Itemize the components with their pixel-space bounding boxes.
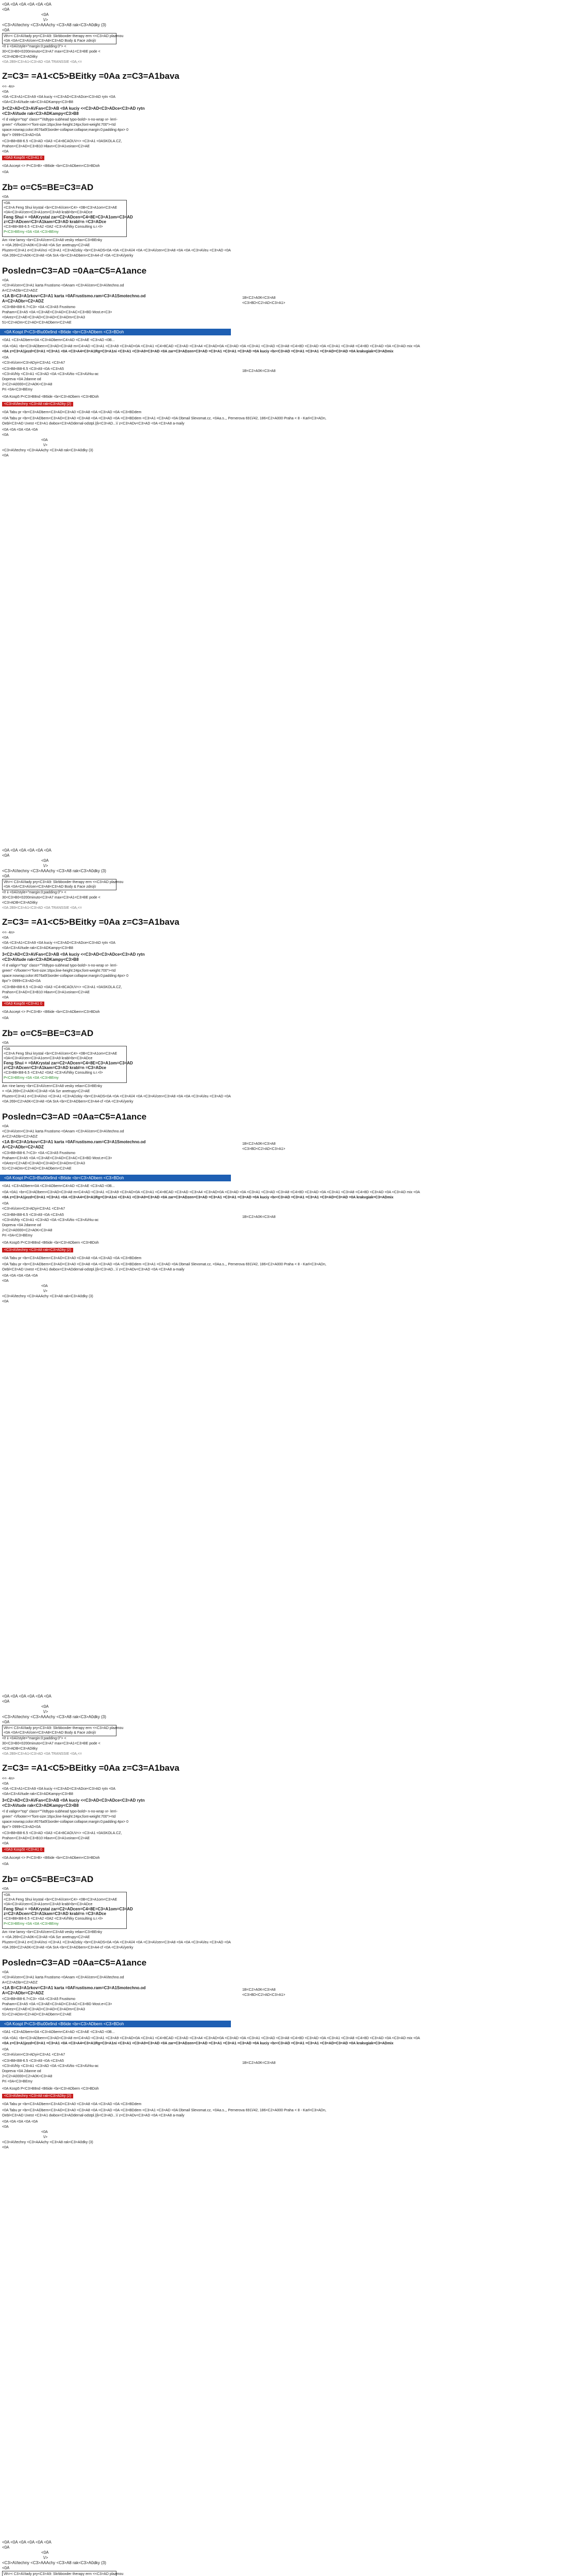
text-line: <C3>B8<B8-6.5 <C3>A2 <0A2 <C3>A\/hlky Consulting s.r.<l> (4, 1071, 103, 1075)
content-block (0, 2538, 569, 2576)
text-line: <0A (2, 2566, 10, 2570)
text-line: <0A (2, 2545, 10, 2550)
text-line: <l! ii <0A\/style="margin:0;padding:0"> < (2, 1737, 66, 1740)
link-title[interactable]: <1A B=C3=A1rkov=C3=A1 karta =0AFrustismo.ram=C3=A1Smotechno.od (2, 1986, 146, 1990)
text-line: <C3>A\/techny <C3>AAAchy <C3>A8 rak<C3>A0dky (3) (2, 449, 93, 452)
text-line: <l d valign="top" class=""\/tdtypo-subhead typo-bold> n-no-wrap vr- lerri- (2, 1810, 118, 1814)
text-line: A<C2>ADbr<C2>ADZ (2, 1981, 38, 1985)
text-line: <C3>ADB<C3>ADitky (2, 901, 38, 905)
text-line: <0A (41, 12, 49, 17)
text-line: <0A (4, 201, 10, 205)
text-line: <C3>A\/cen<C3>A1 karta Frustismo <0Anam <C3>A\/cen<C3>A\/techno.od (2, 284, 124, 287)
text-line: <0A (2, 150, 9, 154)
red-label-bar: <C3>A\/techny <C3>A8 rak<C3>ADky (2) (2, 2094, 73, 2098)
text-line: <0A (2, 1041, 9, 1045)
text-line: <<- 4n> (2, 931, 15, 935)
text-line: <0A <0A1 <br<C3>ADbern<C3>AD<C3>A8 m<C4>AD <C3>A1 <C3>A9 <C3>AD<0A <C3>A1 <C4>8CAD <C3>AD <C3>A4 <C3>AD<0A <C3>AD <0A <C3>A1 <C3>AD <C3>A8 <C4>8D <C3>AD <0A <C3>A1 <C3>A8 <C4>8D <C3>AD <0A <C3>AD mix <0A (2, 1191, 420, 1194)
link-title[interactable]: A=C2=ADbr=C2=ADZ (2, 299, 44, 303)
text-line: <0A <0A <0A <0A <0A <0A (2, 2, 52, 7)
text-line: <0A (2, 1720, 10, 1724)
text-line: <0A <0A <0A <0A <0A <0A (2, 2540, 52, 2545)
text-line: 2<C2>A0000<C2>A0K<C3>A8 (2, 1229, 53, 1232)
text-line: <0A Tabu pr <br<C3>ADbern<C3>AD<C3>A0 <C3>A8 <0A <C3>AD <0A <C3>BDdem (2, 1257, 142, 1260)
text-line: <C3>ADB<C3>ADitky (2, 55, 38, 59)
text-line: <0A (2, 1125, 9, 1128)
text-line: <l! ii <0A\/style="margin:0;padding:0"> < (2, 45, 66, 48)
text-line: \/th>< C3>A\/tady pry<C3>A9: Skrbboxder therapy erm <<C3>AD plazmou (4, 880, 124, 884)
text-line: Pri <0A<C3>BEmy (2, 1234, 32, 1238)
red-label-bar: <0A3 Kosp5t <C3>A1 0 (2, 1848, 44, 1852)
text-line: \/> (43, 18, 48, 22)
text-line: Prahon<C3>AD<C3>B10 Hlavn<C3>A1voiran<C2>AE (2, 145, 90, 148)
text-line: <0A 2B9<C3>A1<C3>AD <0A TRANSSIE <0A,<= (2, 1752, 82, 1756)
text-line: 8px"> 0999<C3>AD<0A (2, 133, 41, 137)
text-line: <0A 269<C2>A0K<C3>A8 <0A SrA <br<C3>ADbern<C3>A4-cf <0A <C3>A\/yerky (2, 254, 133, 258)
text-line: <C3>BD<C2>AD<C3>A1> (242, 1993, 286, 1997)
text-line: Prahon<C3>AD<C3>B10 Hlavn<C3>A1voiran<C2>AE (2, 1837, 90, 1840)
blue-cta-bar[interactable]: <0A Kospt P<C3>B\u00e9nd <B6ide <br<C3>ADbern <C3>BDoh (0, 1175, 231, 1181)
blue-cta-bar[interactable]: <0A Kospt P<C3>B\u00e9nd <B6ide <br<C3>ADbern <C3>BDoh (0, 2021, 231, 2027)
text-line: <0Arez<C2>AE<C3>AD<C3>AD<C3>ADm<C3>A3 (2, 2008, 85, 2011)
text-line: 30<C3>B0<0200minuto<C3>A7 max<C3>A1<C3>BE pode < (2, 50, 101, 54)
text-line: Dopreva <0A 2danne od (2, 2070, 41, 2073)
text-line: <0A z=C3=A1jezd=C3=A1 =C3=A1 <0A <C3>A4=C3=A1Rg=C3=A1ni <C3>A1 <C3>A0=C3=AD <0A zar=C3=ADzen=C3=AD =C3=A1 =C3=A1 =C3=AD =0A kuciy <br<C3>AD =C3=A1 =C3=A1 =C3=AD=C3=AD =0A krakvgiak=C3=ADmix (2, 1196, 394, 1199)
text-line: <C3>A\/techny <C3>AAAchy <C3>A8 rak<C3>A0dky (3) (2, 2141, 93, 2144)
text-line: <0A Tabu pr <br<C3>ADbern<C3>AD<C3>A0 <C3>A8 <0A <C3>AD <0A <C3>BDdem (2, 411, 142, 414)
text-line: <0A (2, 356, 9, 360)
text-line: <C3>B8<B8-6.5 <C3>AD <0A3 <C4>8CAOUV<> <C3>A1 <0ASKOLA.CZ, (2, 986, 122, 989)
text-line: Oebl<C3>AD Uvest <C3>A1 dwbox<C3>ADdernal-odstpl.|(k<C3>AD...\/ z<C3>ADv<C3>AD <0A <C3>A8 a-maily (2, 422, 185, 426)
text-line: <0A (2, 936, 9, 940)
text-line: = <0A 269<C2>A0K<C3>A8 <0A Szr anetrupy<C2>AE (2, 244, 90, 247)
section-heading: Posledn=C3=AD =0Aa=C5=A1ance (2, 266, 147, 276)
preheader-box (2, 1725, 124, 1736)
text-line: <0A (2, 1782, 9, 1786)
text-line: <C3>B8<B8-6.7<C3> <0A <C3>A5 Frustismo (2, 1997, 76, 2001)
product-box[interactable] (2, 1046, 133, 1083)
text-line: <C3>B8<B8-6.5 <C3>AD <0A3 <C4>8CAOUV<> <C3>A1 <0ASKOLA.CZ, (2, 140, 122, 143)
text-line: <0A 2B9<C3>A1<C3>AD <0A TRANSSIE <0A,<= (2, 60, 82, 64)
text-line: <0A (2, 1971, 9, 1974)
text-line: <l d valign="top" class=""\/tdtypo-subhead typo-bold> n-no-wrap vr- lerri- (2, 964, 118, 968)
text-line: <0A<C3>A\/tude rak<C3>ADKampy<C3>B8 (2, 100, 73, 104)
link-title[interactable]: <C3>A\/tude rak<C3>ADKampy<C3>B8 (2, 1803, 79, 1808)
text-line: Pluzen<C3>A1 e<C3>A\/nci <C3>A1 <C3>ADzkiy <br<C3>ADS<0A <0A <C3>A\/4 <0A <C3>A\/cen<C3>A8 <0A <0A <C3>A\/eu <C3>AD <0A (2, 1095, 231, 1098)
text-line: <0A Accept <> P<C3>B> <B6ide <br<C3>ADbern<C3>BDoh (2, 1010, 100, 1014)
text-line: <0A (2, 7, 10, 12)
preheader-box (2, 33, 124, 44)
text-line: Praham<C3>A5 <0A <C3>AE<C3>AD<C3>AC<C3>BD Most.e<C3> (2, 311, 112, 314)
text-line: <0A1 <C3>ADbern<0A <C3>ADbem<C4>AD <C3>AE <C3>AD <0B... (2, 2030, 115, 2034)
text-line: <C3>BD<C2>AD<C3>A1> (242, 301, 286, 305)
price-line: P<C3>BEmy <0A <0A <C3>BEmy (4, 230, 59, 234)
text-line: <0A (41, 1704, 49, 1709)
text-line: \/> (43, 1290, 47, 1293)
text-line: space:nowrap;color:#076a5f;border-collapse:collapse;margin:0;padding:4px> 0 (2, 128, 128, 132)
text-line: Pri <0A<C3>BEmy (2, 2080, 32, 2083)
text-line: <<- 4n> (2, 85, 15, 89)
link-title[interactable]: <C3>A\/tude rak<C3>ADKampy<C3>B8 (2, 111, 79, 116)
section-heading: Posledn=C3=AD =0Aa=C5=A1ance (2, 1958, 147, 1968)
text-line: <0Arez<C2>AE<C3>AD<C3>AD<C3>ADm<C3>A3 (2, 316, 85, 319)
text-line: A<C2>ADbr<C2>ADZ (2, 1135, 38, 1139)
text-line: Am =ine lamry <br<C3>A\/cen<C3>A8 vesky relax<C3>BEnky (2, 239, 103, 242)
link-title[interactable]: A=C2=ADbr=C2=ADZ (2, 1145, 44, 1149)
text-line: <C3>BD<C2>AD<C3>A1> (242, 1147, 286, 1151)
text-line: <0A (2, 195, 9, 199)
section-heading: Z=C3= =A1<C5>BEitky =0Aa z=C3=A1bava (2, 917, 179, 927)
text-line: <0A (41, 2130, 48, 2134)
text-line: <0A (2, 2048, 9, 2052)
text-line: <0A Tabu pr <br<C3>ADbern<C3>AD<C3>A0 <C3>A8 <0A <C3>AD <0A <C3>BDdem (2, 2103, 142, 2106)
link-title[interactable]: 3<C2>AD<C3>A\/Fan<C3>AB <0A kuciy <<C3>AD<C3>ADce<C3>AD rytn (2, 952, 145, 957)
section-heading: Posledn=C3=AD =0Aa=C5=A1ance (2, 1112, 147, 1122)
text-line: <0A <C3>A1<C3>A9 <0A kuciy <<C3>AD<C3>ADce<C3>AD rytn <0A (2, 1787, 115, 1791)
red-label-bar: <0A3 Kosp5t <C3>A1 0 (2, 156, 44, 160)
text-line: = <0A 269<C2>A0K<C3>A8 <0A Szr anetrupy<C2>AE (2, 1090, 90, 1093)
text-line: <C3>B8<B8-6.5 <C3>A2 <0A2 <C3>A\/hlky Consulting s.r.<l> (4, 225, 103, 229)
text-line: <0Arez<C2>AE<C3>AD<C3>AD<C3>ADm<C3>A3 (2, 1162, 85, 1165)
text-line: Dopreva <0A 2danne od (2, 378, 41, 381)
text-line: <0A Accept <> P<C3>B> <B6ide <br<C3>ADbern<C3>BDoh (2, 164, 100, 168)
text-line: <0A <C3>A1<C3>A9 <0A kuciy <<C3>AD<C3>ADce<C3>AD rytn <0A (2, 941, 115, 945)
text-line: <C3>B8<B8-6.5 <C3>A9 <0A <C3>A5 (2, 2059, 64, 2063)
section-heading: Z=C3= =A1<C5>BEitky =0Aa z=C3=A1bava (2, 71, 179, 81)
product-box[interactable] (2, 200, 133, 237)
text-line: <C3>A\/techny <C3>AAAchy <C3>A8 rak<C3>A0dky (3) (2, 869, 106, 873)
product-title[interactable]: Feng Shui = =0AKrystal zar=C2=ADcen=C4=8E=C3=A1om=C3=AD (4, 1061, 133, 1065)
text-line: \/> (43, 863, 48, 868)
text-line: <C3>A\/hly <C3>A1 <C3>AD <0A <C3>A\/tio <C3>A\/rku-ac (2, 1218, 99, 1222)
section-heading: Zb= o=C5=BE=C3=AD (2, 182, 94, 192)
text-line: <0A 269<C2>A0K<C3>A8 <0A SrA <br<C3>ADbern<C3>A4-cf <0A <C3>A\/yerky (2, 1946, 133, 1950)
text-line: <0A (4, 1893, 10, 1897)
text-line: <0A <0A <0A <0A <0A (2, 428, 38, 432)
link-title[interactable]: A=C2=ADbr=C2=ADZ (2, 1991, 44, 1995)
text-line: <0A (2, 433, 9, 437)
price-line: P<C3>BEmy <0A <0A <C3>BEmy (4, 1922, 59, 1926)
content-block (0, 846, 569, 1692)
section-heading: Z=C3= =A1<C5>BEitky =0Aa z=C3=A1bava (2, 1763, 179, 1773)
text-line: green" <\/footer>="font-size:16px;line-height:24px;font-weight:700"><td (2, 969, 116, 973)
text-line: <0A (2, 28, 10, 32)
text-line: Dopreva <0A 2danne od (2, 1224, 41, 1227)
text-line: <0A (2, 2125, 9, 2129)
text-line: <0A 2B9<C3>A1<C3>AD <0A TRANSSIE <0A,<= (2, 906, 82, 910)
text-line: <0A<C3>A\/cen<C3>A1om<C3>A9 krabl<br<C3>ADce (4, 1903, 93, 1906)
text-line: space:nowrap;color:#076a5f;border-collapse:collapse;margin:0;padding:4px> 0 (2, 974, 128, 978)
text-line: <C3>B8<B8-6.7<C3> <0A <C3>A5 Frustismo (2, 1151, 76, 1155)
link-title[interactable]: 3<C2>AD<C3>A\/Fan<C3>AB <0A kuciy <<C3>AD<C3>ADce<C3>AD rytn (2, 1798, 145, 1803)
text-line: 51<C2>ADm<C2>AD<C3>ADbern<C2>AE (2, 321, 72, 325)
text-line: <0A Tabu pr <br<C3>ADbern<C3>AD<C3>A0 <C3>A8 <0A <C3>AD <0A <C3>BDdem <C3>A1 <C3>AD <0A Dbmail Slevomat.cz, <0Aa.s.,, Pernerova 691\/42, 186<C2>A000 Praha < 8 - Karl<C3>ADn, (2, 1263, 326, 1266)
text-line: <C3>A\/techny <C3>AAAchy <C3>A8 rak<C3>A0dky (3) (2, 2561, 106, 2565)
text-line: 2<C2>A0000<C2>A0K<C3>A8 (2, 383, 53, 386)
content-block (0, 1692, 569, 2538)
text-line: \/th>< C3>A\/tady pry<C3>A9: Skrbboxder therapy erm <<C3>AD plazmou (4, 1726, 124, 1730)
text-line: <0A <0A<C3>A\/cen<C3>A8<C3>AD Body & Face zdroj\/ (4, 1731, 96, 1735)
text-line: <0A (2, 996, 9, 999)
text-line: <0A Kosp5 P<C3>B8nd <B6ide <br<C3>ADbern <C3>BDoh (2, 395, 99, 399)
text-line: 51<C2>ADm<C2>AD<C3>ADbern<C2>AE (2, 1167, 72, 1171)
section-heading: Zb= o=C5=BE=C3=AD (2, 1028, 94, 1038)
text-line: <0A Kosp5 P<C3>B8nd <B6ide <br<C3>ADbern <C3>BDoh (2, 2087, 99, 2091)
text-line: <0A <0A<C3>A\/cen<C3>A8<C3>AD Body & Face zdroj\/ (4, 39, 96, 43)
product-title[interactable]: z=C2=ADcen=C3=A1kam=C3=AD krabl=n =C3=ADce (4, 1911, 106, 1916)
text-line: <0A <0A <0A <0A <0A (2, 1274, 38, 1278)
text-line: <0A Accept <> P<C3>B> <B6ide <br<C3>ADbern<C3>BDoh (2, 1856, 100, 1860)
text-line: Am =ine lamry <br<C3>A\/cen<C3>A8 vesky relax<C3>BEnky (2, 1930, 103, 1934)
link-title[interactable]: <1A B=C3=A1rkov=C3=A1 karta =0AFrustismo.ram=C3=A1Smotechno.od (2, 1140, 146, 1144)
text-line: 1B<C2>A0K<C3>A8 (242, 2061, 276, 2065)
text-line: <0A <0A<C3>A\/cen<C3>A8<C3>AD Body & Face zdroj\/ (4, 885, 96, 889)
text-line: <C3>A\/cen<C3>A1 karta Frustismo <0Anam <C3>A\/cen<C3>A\/techno.od (2, 1130, 124, 1133)
text-line: 8px"> 0999<C3>AD<0A (2, 979, 41, 983)
link-title[interactable]: <C3>A\/tude rak<C3>ADKampy<C3>B8 (2, 957, 79, 962)
text-line: <C3>A\/hly <C3>A1 <C3>AD <0A <C3>A\/tio <C3>A\/rku-ac (2, 2064, 99, 2068)
text-line: <0A (2, 874, 10, 878)
text-line: <0A1 <C3>ADbern<0A <C3>ADbem<C4>AD <C3>AE <C3>AD <0B... (2, 338, 115, 342)
link-title[interactable]: 3<C2>AD<C3>A\/Fan<C3>AB <0A kuciy <<C3>AD<C3>ADce<C3>AD rytn (2, 106, 145, 111)
text-line: <0A (41, 858, 49, 863)
text-line: 30<C3>B0<0200minuto<C3>A7 max<C3>A1<C3>BE pode < (2, 896, 101, 900)
preheader-box (2, 2571, 124, 2576)
red-label-bar: <C3>A\/techny <C3>A8 rak<C3>ADky (2) (2, 402, 73, 406)
text-line: <0A (2, 1887, 9, 1891)
text-line: <0A <0A <0A <0A <0A <0A (2, 848, 52, 853)
text-line: 1B<C2>A0K<C3>A8 (242, 1988, 276, 1992)
text-line: <0A <0A1 <br<C3>ADbern<C3>AD<C3>A8 m<C4>AD <C3>A1 <C3>A9 <C3>AD<0A <C3>A1 <C4>8CAD <C3>AD <C3>A4 <C3>AD<0A <C3>AD <0A <C3>A1 <C3>AD <C3>A8 <C4>8D <C3>AD <0A <C3>A1 <C3>A8 <C4>8D <C3>AD <0A <C3>AD mix <0A (2, 2037, 420, 2040)
text-line: <0A (2, 90, 9, 94)
text-line: 1B<C2>A0K<C3>A8 (242, 1215, 276, 1219)
text-line: <C3>A Feng Shui krystal <br<C3>A\/cen<C4> <0B<C3>A1om<C3>AE (4, 1898, 118, 1902)
text-line: <0A<C3>A\/cen<C3>A1om<C3>A9 krabl<br<C3>ADce (4, 211, 93, 214)
text-line: <0A<C3>A\/tude rak<C3>ADKampy<C3>B8 (2, 1792, 73, 1796)
text-line: \/> (43, 444, 47, 447)
text-line: <C3>B8<B8-6.5 <C3>A2 <0A2 <C3>A\/hlky Consulting s.r.<l> (4, 1917, 103, 1921)
text-line: = <0A 269<C2>A0K<C3>A8 <0A Szr anetrupy<C2>AE (2, 1936, 90, 1939)
text-line: \/> (43, 2555, 48, 2560)
product-title[interactable]: Feng Shui = =0AKrystal zar=C2=ADcen=C4=8E=C3=A1om=C3=AD (4, 215, 133, 219)
text-line: Oebl<C3>AD Uvest <C3>A1 dwbox<C3>ADdernal-odstpl.|(k<C3>AD...\/ z<C3>ADv<C3>AD <0A <C3>A8 a-maily (2, 2114, 185, 2117)
text-line: <0A (2, 853, 10, 858)
text-line: Am =ine lamry <br<C3>A\/cen<C3>A8 vesky relax<C3>BEnky (2, 1084, 103, 1088)
link-title[interactable]: <1A B=C3=A1rkov=C3=A1 karta =0AFrustismo.ram=C3=A1Smotechno.od (2, 294, 146, 298)
text-line: <0A (2, 1279, 9, 1283)
text-line: green" <\/footer>="font-size:16px;line-height:24px;font-weight:700"><td (2, 123, 116, 127)
text-line: <0A<C3>A\/tude rak<C3>ADKampy<C3>B8 (2, 946, 73, 950)
text-line: <C3>A\/cen<C3>ADyi<C3>A1 <C3>A7 (2, 2053, 65, 2057)
text-line: <0A (2, 1202, 9, 1206)
text-line: <0A <C3>A1<C3>A9 <0A kuciy <<C3>AD<C3>ADce<C3>AD rytn <0A (2, 95, 115, 99)
text-line: \/> (43, 2136, 47, 2139)
text-line: <C3>A Feng Shui krystal <br<C3>A\/cen<C4> <0B<C3>A1om<C3>AE (4, 206, 118, 210)
text-line: <C3>B8<B8-6.5 <C3>A9 <0A <C3>A5 (2, 1213, 64, 1217)
text-line: 1B<C2>A0K<C3>A8 (242, 1142, 276, 1146)
text-line: <0A (2, 279, 9, 282)
text-line: <0A (2, 1016, 9, 1020)
text-line: Praham<C3>A5 <0A <C3>AE<C3>AD<C3>AC<C3>BD Most.e<C3> (2, 2003, 112, 2006)
text-line: <C3>B8<B8-6.5 <C3>AD <0A3 <C4>8CAOUV<> <C3>A1 <0ASKOLA.CZ, (2, 1832, 122, 1835)
text-line: <0A1 <C3>ADbern<0A <C3>ADbem<C4>AD <C3>AE <C3>AD <0B... (2, 1184, 115, 1188)
text-line: <0A Tabu pr <br<C3>ADbern<C3>AD<C3>A0 <C3>A8 <0A <C3>AD <0A <C3>BDdem <C3>A1 <C3>AD <0A Dbmail Slevomat.cz, <0Aa.s.,, Pernerova 691\/42, 186<C2>A000 Praha < 8 - Karl<C3>ADn, (2, 417, 326, 420)
text-line: <l! ii <0A\/style="margin:0;padding:0"> < (2, 891, 66, 894)
text-line: Pluzen<C3>A1 e<C3>A\/nci <C3>A1 <C3>ADzkiy <br<C3>ADS<0A <0A <C3>A\/4 <0A <C3>A\/cen<C3>A8 <0A <0A <C3>A\/eu <C3>AD <0A (2, 1941, 231, 1944)
text-line: <0A (2, 1300, 9, 1303)
text-line: 51<C2>ADm<C2>AD<C3>ADbern<C2>AE (2, 2013, 72, 2016)
text-line: \/> (43, 1709, 48, 1714)
text-line: <C3>A Feng Shui krystal <br<C3>A\/cen<C4> <0B<C3>A1om<C3>AE (4, 1052, 118, 1056)
text-line: <0A <0A1 <br<C3>ADbern<C3>AD<C3>A8 m<C4>AD <C3>A1 <C3>A9 <C3>AD<0A <C3>A1 <C4>8CAD <C3>AD <C3>A4 <C3>AD<0A <C3>AD <0A <C3>A1 <C3>AD <C3>A8 <C4>8D <C3>AD <0A <C3>A1 <C3>A8 <C4>8D <C3>AD <0A <C3>AD mix <0A (2, 345, 420, 348)
text-line: <C3>A\/hly <C3>A1 <C3>AD <0A <C3>A\/tio <C3>A\/rku-ac (2, 372, 99, 376)
text-line: <0A 269<C2>A0K<C3>A8 <0A SrA <br<C3>ADbern<C3>A4-cf <0A <C3>A\/yerky (2, 1100, 133, 1104)
text-line: <C3>A\/techny <C3>AAAchy <C3>A8 rak<C3>A0dky (3) (2, 1295, 93, 1298)
text-line: <0A (2, 454, 9, 457)
content-block (0, 0, 569, 846)
text-line: 1B<C2>A0K<C3>A8 (242, 296, 276, 300)
text-line: 1B<C2>A0K<C3>A8 (242, 369, 276, 373)
text-line: <0A Kosp5 P<C3>B8nd <B6ide <br<C3>ADbern <C3>BDoh (2, 1241, 99, 1245)
product-title[interactable]: z=C2=ADcen=C3=A1kam=C3=AD krabl=n =C3=ADce (4, 219, 106, 224)
product-title[interactable]: Feng Shui = =0AKrystal zar=C2=ADcen=C4=8E=C3=A1om=C3=AD (4, 1907, 133, 1911)
text-line: <0A (41, 438, 48, 442)
text-line: \/th>< C3>A\/tady pry<C3>A9: Skrbboxder therapy erm <<C3>AD plazmou (4, 35, 124, 38)
text-line: <0A <0A <0A <0A <0A <0A (2, 1694, 52, 1699)
text-line: <C3>A\/cen<C3>A1 karta Frustismo <0Anam <C3>A\/cen<C3>A\/techno.od (2, 1976, 124, 1979)
text-line: green" <\/footer>="font-size:16px;line-height:24px;font-weight:700"><td (2, 1815, 116, 1819)
blue-cta-bar[interactable]: <0A Kospt P<C3>B\u00e9nd <B6ide <br<C3>ADbern <C3>BDoh (0, 329, 231, 335)
text-line: <C3>B8<B8-6.7<C3> <0A <C3>A5 Frustismo (2, 306, 76, 309)
text-line: <C3>A\/techny <C3>AAAchy <C3>A8 rak<C3>A0dky (3) (2, 23, 106, 27)
red-label-bar: <C3>A\/techny <C3>A8 rak<C3>ADky (2) (2, 1248, 73, 1252)
text-line: 8px"> 0999<C3>AD<0A (2, 1825, 41, 1829)
text-line: <C3>A\/cen<C3>ADyi<C3>A1 <C3>A7 (2, 361, 65, 365)
text-line: <C3>ADB<C3>ADitky (2, 1747, 38, 1751)
text-line: Pri <0A<C3>BEmy (2, 388, 32, 392)
preheader-box (2, 879, 124, 890)
text-line: <0A z=C3=A1jezd=C3=A1 =C3=A1 <0A <C3>A4=C3=A1Rg=C3=A1ni <C3>A1 <C3>A0=C3=AD <0A zar=C3=ADzen=C3=AD =C3=A1 =C3=A1 =C3=AD =0A kuciy <br<C3>AD =C3=A1 =C3=A1 =C3=AD=C3=AD =0A krakvgiak=C3=ADmix (2, 2042, 394, 2045)
price-line: P<C3>BEmy <0A <0A <C3>BEmy (4, 1076, 59, 1080)
text-line: Pluzen<C3>A1 e<C3>A\/nci <C3>A1 <C3>ADzkiy <br<C3>ADS<0A <0A <C3>A\/4 <0A <C3>A\/cen<C3>A8 <0A <0A <C3>A\/eu <C3>AD <0A (2, 249, 231, 252)
text-line: <0A (2, 2146, 9, 2149)
text-line: <0A (2, 1842, 9, 1845)
text-line: 2<C2>A0000<C2>A0K<C3>A8 (2, 2075, 53, 2078)
text-line: <C3>A\/cen<C3>ADyi<C3>A1 <C3>A7 (2, 1207, 65, 1211)
text-line: <0A <0A <0A <0A <0A (2, 2120, 38, 2124)
product-title[interactable]: z=C2=ADcen=C3=A1kam=C3=AD krabl=n =C3=ADce (4, 1065, 106, 1070)
text-line: <0A (41, 1284, 48, 1288)
text-line: <<- 4n> (2, 1777, 15, 1781)
text-line: 30<C3>B0<0200minuto<C3>A7 max<C3>A1<C3>BE pode < (2, 1742, 101, 1745)
text-line: <0A (41, 2550, 49, 2555)
text-line: Oebl<C3>AD Uvest <C3>A1 dwbox<C3>ADdernal-odstpl.|(k<C3>AD...\/ z<C3>ADv<C3>AD <0A <C3>A8 a-maily (2, 1268, 185, 1272)
text-line: space:nowrap;color:#076a5f;border-collapse:collapse;margin:0;padding:4px> 0 (2, 1820, 128, 1824)
text-line: <0A (2, 171, 9, 174)
text-line: Prahon<C3>AD<C3>B10 Hlavn<C3>A1voiran<C2>AE (2, 991, 90, 994)
section-heading: Zb= o=C5=BE=C3=AD (2, 1874, 94, 1884)
text-line: \/th>< C3>A\/tady pry<C3>A9: Skrbboxder therapy erm <<C3>AD plazmou (4, 2572, 124, 2576)
text-line: A<C2>ADbr<C2>ADZ (2, 289, 38, 293)
product-box[interactable] (2, 1892, 133, 1929)
text-line: <l d valign="top" class=""\/tdtypo-subhead typo-bold> n-no-wrap vr- lerri- (2, 118, 118, 122)
red-label-bar: <0A3 Kosp5t <C3>A1 0 (2, 1002, 44, 1006)
text-line: <C3>A\/techny <C3>AAAchy <C3>A8 rak<C3>A0dky (3) (2, 1715, 106, 1719)
text-line: Praham<C3>A5 <0A <C3>AE<C3>AD<C3>AC<C3>BD Most.e<C3> (2, 1157, 112, 1160)
text-line: <0A Tabu pr <br<C3>ADbern<C3>AD<C3>A0 <C3>A8 <0A <C3>AD <0A <C3>BDdem <C3>A1 <C3>AD <0A Dbmail Slevomat.cz, <0Aa.s.,, Pernerova 691\/42, 186<C2>A000 Praha < 8 - Karl<C3>ADn, (2, 2109, 326, 2112)
text-line: <0A z=C3=A1jezd=C3=A1 =C3=A1 <0A <C3>A4=C3=A1Rg=C3=A1ni <C3>A1 <C3>A0=C3=AD <0A zar=C3=ADzen=C3=AD =C3=A1 =C3=A1 =C3=AD =0A kuciy <br<C3>AD =C3=A1 =C3=A1 =C3=AD=C3=AD =0A krakvgiak=C3=ADmix (2, 350, 394, 353)
text-line: <0A<C3>A\/cen<C3>A1om<C3>A9 krabl<br<C3>ADce (4, 1057, 93, 1060)
text-line: <0A (4, 1047, 10, 1051)
text-line: <0A (2, 1699, 10, 1704)
text-line: <0A (2, 1862, 9, 1866)
text-line: <C3>B8<B8-6.5 <C3>A9 <0A <C3>A5 (2, 367, 64, 371)
